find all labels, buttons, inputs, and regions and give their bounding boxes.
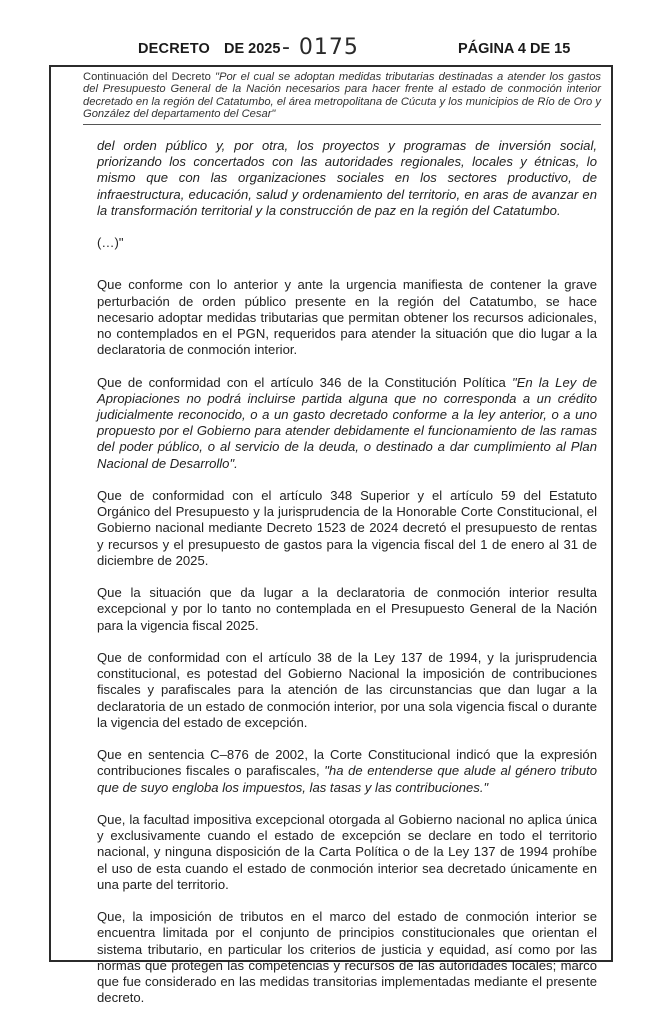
continuation-prefix: Continuación del Decreto [83, 71, 216, 83]
continuation-title [83, 71, 601, 121]
continuation-decree-title: "Por el cual se adoptan medidas tributarias destinadas a atender los gastos del Presupuesto General de la Nación necesarios para hacer frente al estado de conmoción interior decretado en la región del Catatumbo, el área metropolitana de Cúcuta y los municipios de Río de Oro y González del departamento del Cesar" [83, 71, 602, 121]
paragraph: Que, la facultad impositiva excepcional otorgada al Gobierno nacional no aplica única y exclusivamente cuando el estado de excepción se declare en todo el territorio nacional, y ninguna disposición de la Carta Política o de la Ley 137 de 1994 prohíbe el uso de esta cuando el estado de conmoción interior sea decretado únicamente en una parte del territorio. [97, 812, 597, 892]
document-body [97, 138, 597, 1023]
paragraph: Que de conformidad con el artículo 38 de la Ley 137 de 1994, y la jurisprudencia constitucional, es potestad del Gobierno Nacional la imposición de contribuciones fiscales y parafiscales para la atención de las circunstancias que dan lugar a la declaratoria de un estado de conmoción interior, por una sola vigencia fiscal o durante la vigencia del estado de excepción. [97, 650, 597, 730]
paragraph: Que de conformidad con el artículo 348 Superior y el artículo 59 del Estatuto Orgánico del Presupuesto y la jurisprudencia de la Honorable Corte Constitucional, el Gobierno nacional mediante Decreto 1523 de 2024 decretó el presupuesto de rentas y recursos y el presupuesto de gastos para la vigencia fiscal del 1 de enero al 31 de diciembre de 2025. [97, 488, 597, 568]
page-number: PÁGINA 4 DE 15 [458, 41, 571, 57]
constitution-quote: "En la Ley de Apropiaciones no podrá incluirse partida alguna que no corresponda a un crédito judicialmente reconocido, o a un gasto decretado conforme a la ley anterior, o a uno propuesto por el Gobierno para atender debidamente el funcionamiento de las ramas del poder público, o al servicio de la deuda, o destinado a dar cumplimiento al Plan Nacional de Desarrollo". [97, 374, 597, 471]
page-header [0, 37, 667, 61]
continuation-divider [83, 124, 601, 125]
quoted-paragraph: del orden público y, por otra, los proyectos y programas de inversión social, priorizando los concertados con las autoridades regionales, locales y étnicas, lo mismo que con las organizaciones sociales en los sectores productivo, de infraestructura, educación, salud y ordenamiento del territorio, en aras de avanzar en la transformación territorial y la construcción de paz en la región del Catatumbo. [97, 138, 597, 218]
paragraph-text: Que en sentencia C–876 de 2002, la Corte Constitucional indicó que la expresión contribuciones fiscales o parafiscales, [97, 747, 597, 779]
sentencia-quote: "ha de entenderse que alude al género tributo que de suyo engloba los impuestos, las tasas y las contribuciones." [97, 763, 598, 795]
decree-year: DE 2025 [224, 41, 281, 57]
paragraph-text: Que de conformidad con el artículo 346 de la Constitución Política [97, 374, 512, 390]
paragraph [97, 375, 597, 472]
decree-number-stamp: - 0175 [282, 35, 359, 60]
paragraph [97, 747, 597, 796]
quote-ellipsis: (…)" [97, 235, 124, 251]
paragraph: Que la situación que da lugar a la declaratoria de conmoción interior resulta excepcional y por lo tanto no contemplada en el Presupuesto General de la Nación para la vigencia fiscal 2025. [97, 585, 597, 633]
paragraph: Que, la imposición de tributos en el marco del estado de conmoción interior se encuentra limitada por el conjunto de principios constitucionales que orientan el sistema tributario, en particular los criterios de justicia y equidad, así como por las normas que protegen las competencias y recursos de las autoridades locales; marco que fue considerado en las medidas transitorias implementadas mediante el presente decreto. [97, 909, 597, 1006]
decree-label: DECRETO [138, 41, 211, 57]
paragraph: Que conforme con lo anterior y ante la urgencia manifiesta de contener la grave perturbación de orden público presente en la región del Catatumbo, se hace necesario adoptar medidas tributarias que permitan obtener los recursos adicionales, no contemplados en el PGN, requeridos para atender la situación que dio lugar a la declaratoria de conmoción interior. [97, 277, 597, 358]
